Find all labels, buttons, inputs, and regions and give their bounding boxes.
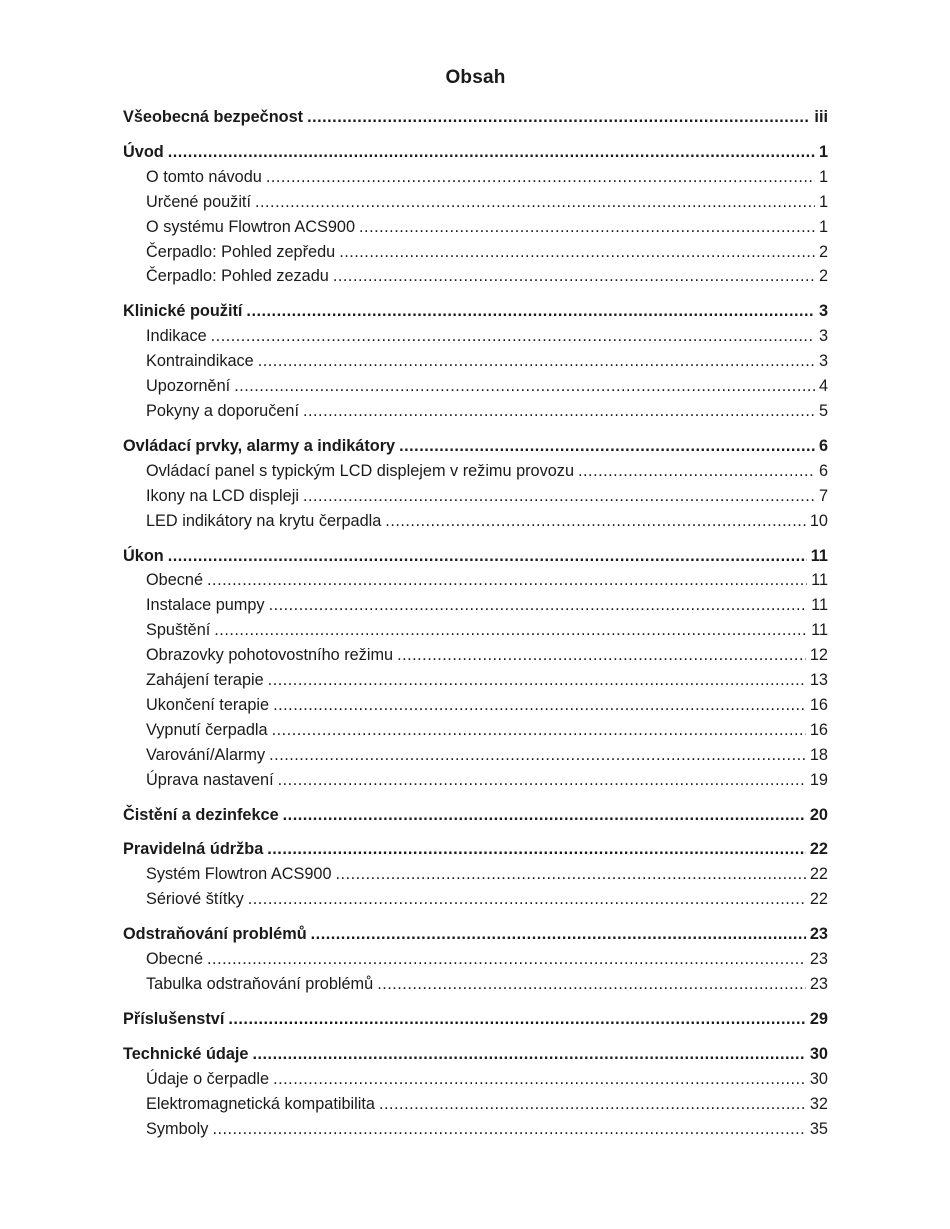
dot-leader bbox=[339, 240, 815, 265]
toc-page-number: 11 bbox=[811, 621, 828, 640]
toc-page-number: 1 bbox=[818, 142, 828, 161]
toc-chapter-entry[interactable] bbox=[123, 434, 828, 459]
toc-section bbox=[123, 434, 828, 534]
dot-leader bbox=[234, 374, 815, 399]
toc-page-number: 1 bbox=[818, 167, 828, 186]
dot-leader bbox=[379, 1092, 806, 1117]
toc-chapter-entry[interactable] bbox=[123, 803, 828, 828]
page-title: Obsah bbox=[445, 67, 506, 88]
dot-leader bbox=[246, 299, 815, 324]
dot-leader bbox=[385, 509, 806, 534]
toc-entry-label: Symboly bbox=[146, 1119, 209, 1138]
toc-entry-label: Pokyny a doporučení bbox=[146, 401, 299, 420]
table-of-contents bbox=[123, 64, 828, 1151]
toc-subentry[interactable] bbox=[123, 743, 828, 768]
dot-leader bbox=[266, 165, 815, 190]
toc-entry-label: Čerpadlo: Pohled zezadu bbox=[146, 267, 329, 286]
toc-chapter-entry[interactable] bbox=[123, 1007, 828, 1032]
toc-entry-label: Instalace pumpy bbox=[146, 596, 265, 615]
dot-leader bbox=[269, 593, 808, 618]
dot-leader bbox=[269, 743, 806, 768]
toc-subentry[interactable] bbox=[123, 399, 828, 424]
dot-leader bbox=[255, 190, 815, 215]
toc-subentry[interactable] bbox=[123, 374, 828, 399]
toc-entry-label: Varování/Alarmy bbox=[146, 745, 266, 764]
toc-page-number: 13 bbox=[809, 671, 828, 690]
toc-subentry[interactable] bbox=[123, 618, 828, 643]
toc-entry-label: Klinické použití bbox=[123, 302, 243, 321]
toc-subentry[interactable] bbox=[123, 568, 828, 593]
toc-entry-label: Tabulka odstraňování problémů bbox=[146, 975, 374, 993]
toc-entry-label: Příslušenství bbox=[123, 1009, 225, 1028]
toc-list bbox=[123, 105, 828, 1141]
toc-subentry[interactable] bbox=[123, 947, 828, 972]
toc-section bbox=[123, 837, 828, 912]
dot-leader bbox=[307, 105, 810, 130]
toc-subentry[interactable] bbox=[123, 862, 828, 887]
dot-leader bbox=[283, 803, 806, 828]
toc-subentry[interactable] bbox=[123, 459, 828, 484]
dot-leader bbox=[359, 215, 815, 240]
toc-subentry[interactable] bbox=[123, 349, 828, 374]
toc-subentry[interactable] bbox=[123, 165, 828, 190]
toc-subentry[interactable] bbox=[123, 593, 828, 618]
toc-page-number: 22 bbox=[809, 865, 828, 884]
toc-chapter-entry[interactable] bbox=[123, 1042, 828, 1067]
toc-page-number: 16 bbox=[809, 695, 828, 714]
dot-leader bbox=[578, 459, 815, 484]
toc-page-number: 3 bbox=[818, 327, 828, 346]
toc-chapter-entry[interactable] bbox=[123, 837, 828, 862]
toc-entry-label: Systém Flowtron ACS900 bbox=[146, 865, 332, 884]
toc-section bbox=[123, 922, 828, 997]
toc-subentry[interactable] bbox=[123, 718, 828, 743]
dot-leader bbox=[303, 484, 815, 509]
toc-page-number: 32 bbox=[809, 1094, 828, 1113]
toc-page-number: 22 bbox=[809, 840, 828, 859]
toc-subentry[interactable] bbox=[123, 264, 828, 289]
toc-entry-label: Obecné bbox=[146, 571, 204, 590]
toc-section bbox=[123, 140, 828, 289]
toc-chapter-entry[interactable] bbox=[123, 299, 828, 324]
dot-leader bbox=[252, 1042, 805, 1067]
toc-page-number: 2 bbox=[818, 267, 828, 286]
toc-page-number: 30 bbox=[809, 1044, 828, 1063]
toc-page-number: 1 bbox=[818, 192, 828, 211]
toc-page-number: 23 bbox=[809, 950, 828, 969]
dot-leader bbox=[278, 768, 806, 793]
toc-section bbox=[123, 1007, 828, 1032]
toc-entry-label: Obecné bbox=[146, 950, 204, 969]
dot-leader bbox=[333, 264, 815, 289]
toc-entry-label: Ovládací panel s typickým LCD displejem v režimu provozu bbox=[146, 461, 574, 480]
toc-section bbox=[123, 1042, 828, 1142]
toc-entry-label: Určené použití bbox=[146, 192, 251, 211]
dot-leader bbox=[228, 1007, 806, 1032]
toc-subentry[interactable] bbox=[123, 484, 828, 509]
toc-entry-label: Ukončení terapie bbox=[146, 695, 270, 714]
toc-page-number: 3 bbox=[818, 352, 828, 371]
toc-chapter-entry[interactable] bbox=[123, 105, 828, 130]
dot-leader bbox=[211, 324, 815, 349]
toc-entry-label: Upozornění bbox=[146, 377, 231, 396]
toc-entry-label: O tomto návodu bbox=[146, 167, 262, 186]
toc-entry-label: Všeobecná bezpečnost bbox=[123, 108, 304, 126]
dot-leader bbox=[311, 922, 806, 947]
toc-entry-label: Ikony na LCD displeji bbox=[146, 486, 299, 505]
dot-leader bbox=[168, 544, 807, 569]
toc-entry-label: Indikace bbox=[146, 327, 207, 346]
toc-subentry[interactable] bbox=[123, 643, 828, 668]
dot-leader bbox=[273, 693, 806, 718]
dot-leader bbox=[336, 862, 806, 887]
toc-subentry[interactable] bbox=[123, 1092, 828, 1117]
toc-page-number: 4 bbox=[818, 377, 828, 396]
toc-entry-label: Úprava nastavení bbox=[146, 770, 274, 789]
toc-entry-label: Úvod bbox=[123, 142, 164, 161]
toc-subentry[interactable] bbox=[123, 972, 828, 997]
dot-leader bbox=[258, 349, 815, 374]
toc-subentry[interactable] bbox=[123, 324, 828, 349]
toc-page-number: 3 bbox=[818, 302, 828, 321]
toc-subentry[interactable] bbox=[123, 693, 828, 718]
dot-leader bbox=[214, 618, 807, 643]
toc-subentry[interactable] bbox=[123, 768, 828, 793]
toc-page-number: 10 bbox=[809, 511, 828, 530]
toc-page-number: 5 bbox=[818, 401, 828, 420]
toc-entry-label: Čistění a dezinfekce bbox=[123, 805, 279, 824]
toc-page-number: 29 bbox=[809, 1009, 828, 1028]
dot-leader bbox=[207, 568, 807, 593]
toc-page-number: 35 bbox=[809, 1119, 828, 1138]
toc-entry-label: Technické údaje bbox=[123, 1044, 249, 1063]
toc-entry-label: Pravidelná údržba bbox=[123, 840, 264, 859]
dot-leader bbox=[399, 434, 815, 459]
toc-page-number: 6 bbox=[818, 436, 828, 455]
toc-entry-label: Čerpadlo: Pohled zepředu bbox=[146, 242, 336, 261]
toc-page-number: 2 bbox=[818, 242, 828, 261]
toc-section bbox=[123, 803, 828, 828]
toc-entry-label: Vypnutí čerpadla bbox=[146, 720, 268, 739]
toc-page-number: 23 bbox=[809, 975, 828, 993]
toc-page-number: 11 bbox=[811, 596, 828, 615]
toc-section bbox=[123, 105, 828, 130]
toc-entry-label: Kontraindikace bbox=[146, 352, 254, 371]
toc-entry-label: Odstraňování problémů bbox=[123, 925, 307, 944]
toc-page-number: 20 bbox=[809, 805, 828, 824]
toc-page-number: 6 bbox=[818, 461, 828, 480]
toc-entry-label: Obrazovky pohotovostního režimu bbox=[146, 646, 394, 665]
dot-leader bbox=[377, 972, 806, 997]
toc-section bbox=[123, 299, 828, 424]
toc-entry-label: Údaje o čerpadle bbox=[146, 1069, 270, 1088]
dot-leader bbox=[267, 837, 806, 862]
toc-page-number: 12 bbox=[809, 646, 828, 665]
toc-entry-label: Sériové štítky bbox=[146, 890, 244, 909]
toc-page-number: 23 bbox=[809, 925, 828, 944]
toc-chapter-entry[interactable] bbox=[123, 140, 828, 165]
dot-leader bbox=[207, 947, 806, 972]
toc-entry-label: O systému Flowtron ACS900 bbox=[146, 217, 356, 236]
toc-page-number: 16 bbox=[809, 720, 828, 739]
toc-subentry[interactable] bbox=[123, 668, 828, 693]
toc-page-number: 1 bbox=[818, 217, 828, 236]
dot-leader bbox=[268, 668, 806, 693]
toc-chapter-entry[interactable] bbox=[123, 544, 828, 569]
toc-entry-label: Spuštění bbox=[146, 621, 211, 640]
dot-leader bbox=[248, 887, 806, 912]
toc-entry-label: LED indikátory na krytu čerpadla bbox=[146, 511, 382, 530]
toc-page-number: 11 bbox=[810, 546, 828, 565]
dot-leader bbox=[272, 718, 806, 743]
toc-entry-label: Zahájení terapie bbox=[146, 671, 264, 690]
toc-entry-label: Úkon bbox=[123, 546, 164, 565]
dot-leader bbox=[273, 1067, 806, 1092]
toc-entry-label: Elektromagnetická kompatibilita bbox=[146, 1094, 375, 1113]
toc-subentry[interactable] bbox=[123, 509, 828, 534]
toc-page-number: 7 bbox=[818, 486, 828, 505]
toc-page-number: 11 bbox=[811, 571, 828, 590]
toc-subentry[interactable] bbox=[123, 1117, 828, 1142]
dot-leader bbox=[397, 643, 806, 668]
toc-entry-label: Ovládací prvky, alarmy a indikátory bbox=[123, 436, 396, 455]
toc-page-number: 19 bbox=[809, 770, 828, 789]
toc-section bbox=[123, 544, 828, 793]
toc-subentry[interactable] bbox=[123, 240, 828, 265]
dot-leader bbox=[212, 1117, 805, 1142]
toc-page-number: 30 bbox=[809, 1069, 828, 1088]
toc-subentry[interactable] bbox=[123, 190, 828, 215]
toc-subentry[interactable] bbox=[123, 1067, 828, 1092]
toc-page-number: 22 bbox=[809, 890, 828, 909]
toc-subentry[interactable] bbox=[123, 887, 828, 912]
toc-page-number: 18 bbox=[809, 745, 828, 764]
dot-leader bbox=[303, 399, 815, 424]
dot-leader bbox=[168, 140, 815, 165]
toc-page-number: iii bbox=[814, 108, 828, 126]
toc-chapter-entry[interactable] bbox=[123, 922, 828, 947]
toc-subentry[interactable] bbox=[123, 215, 828, 240]
